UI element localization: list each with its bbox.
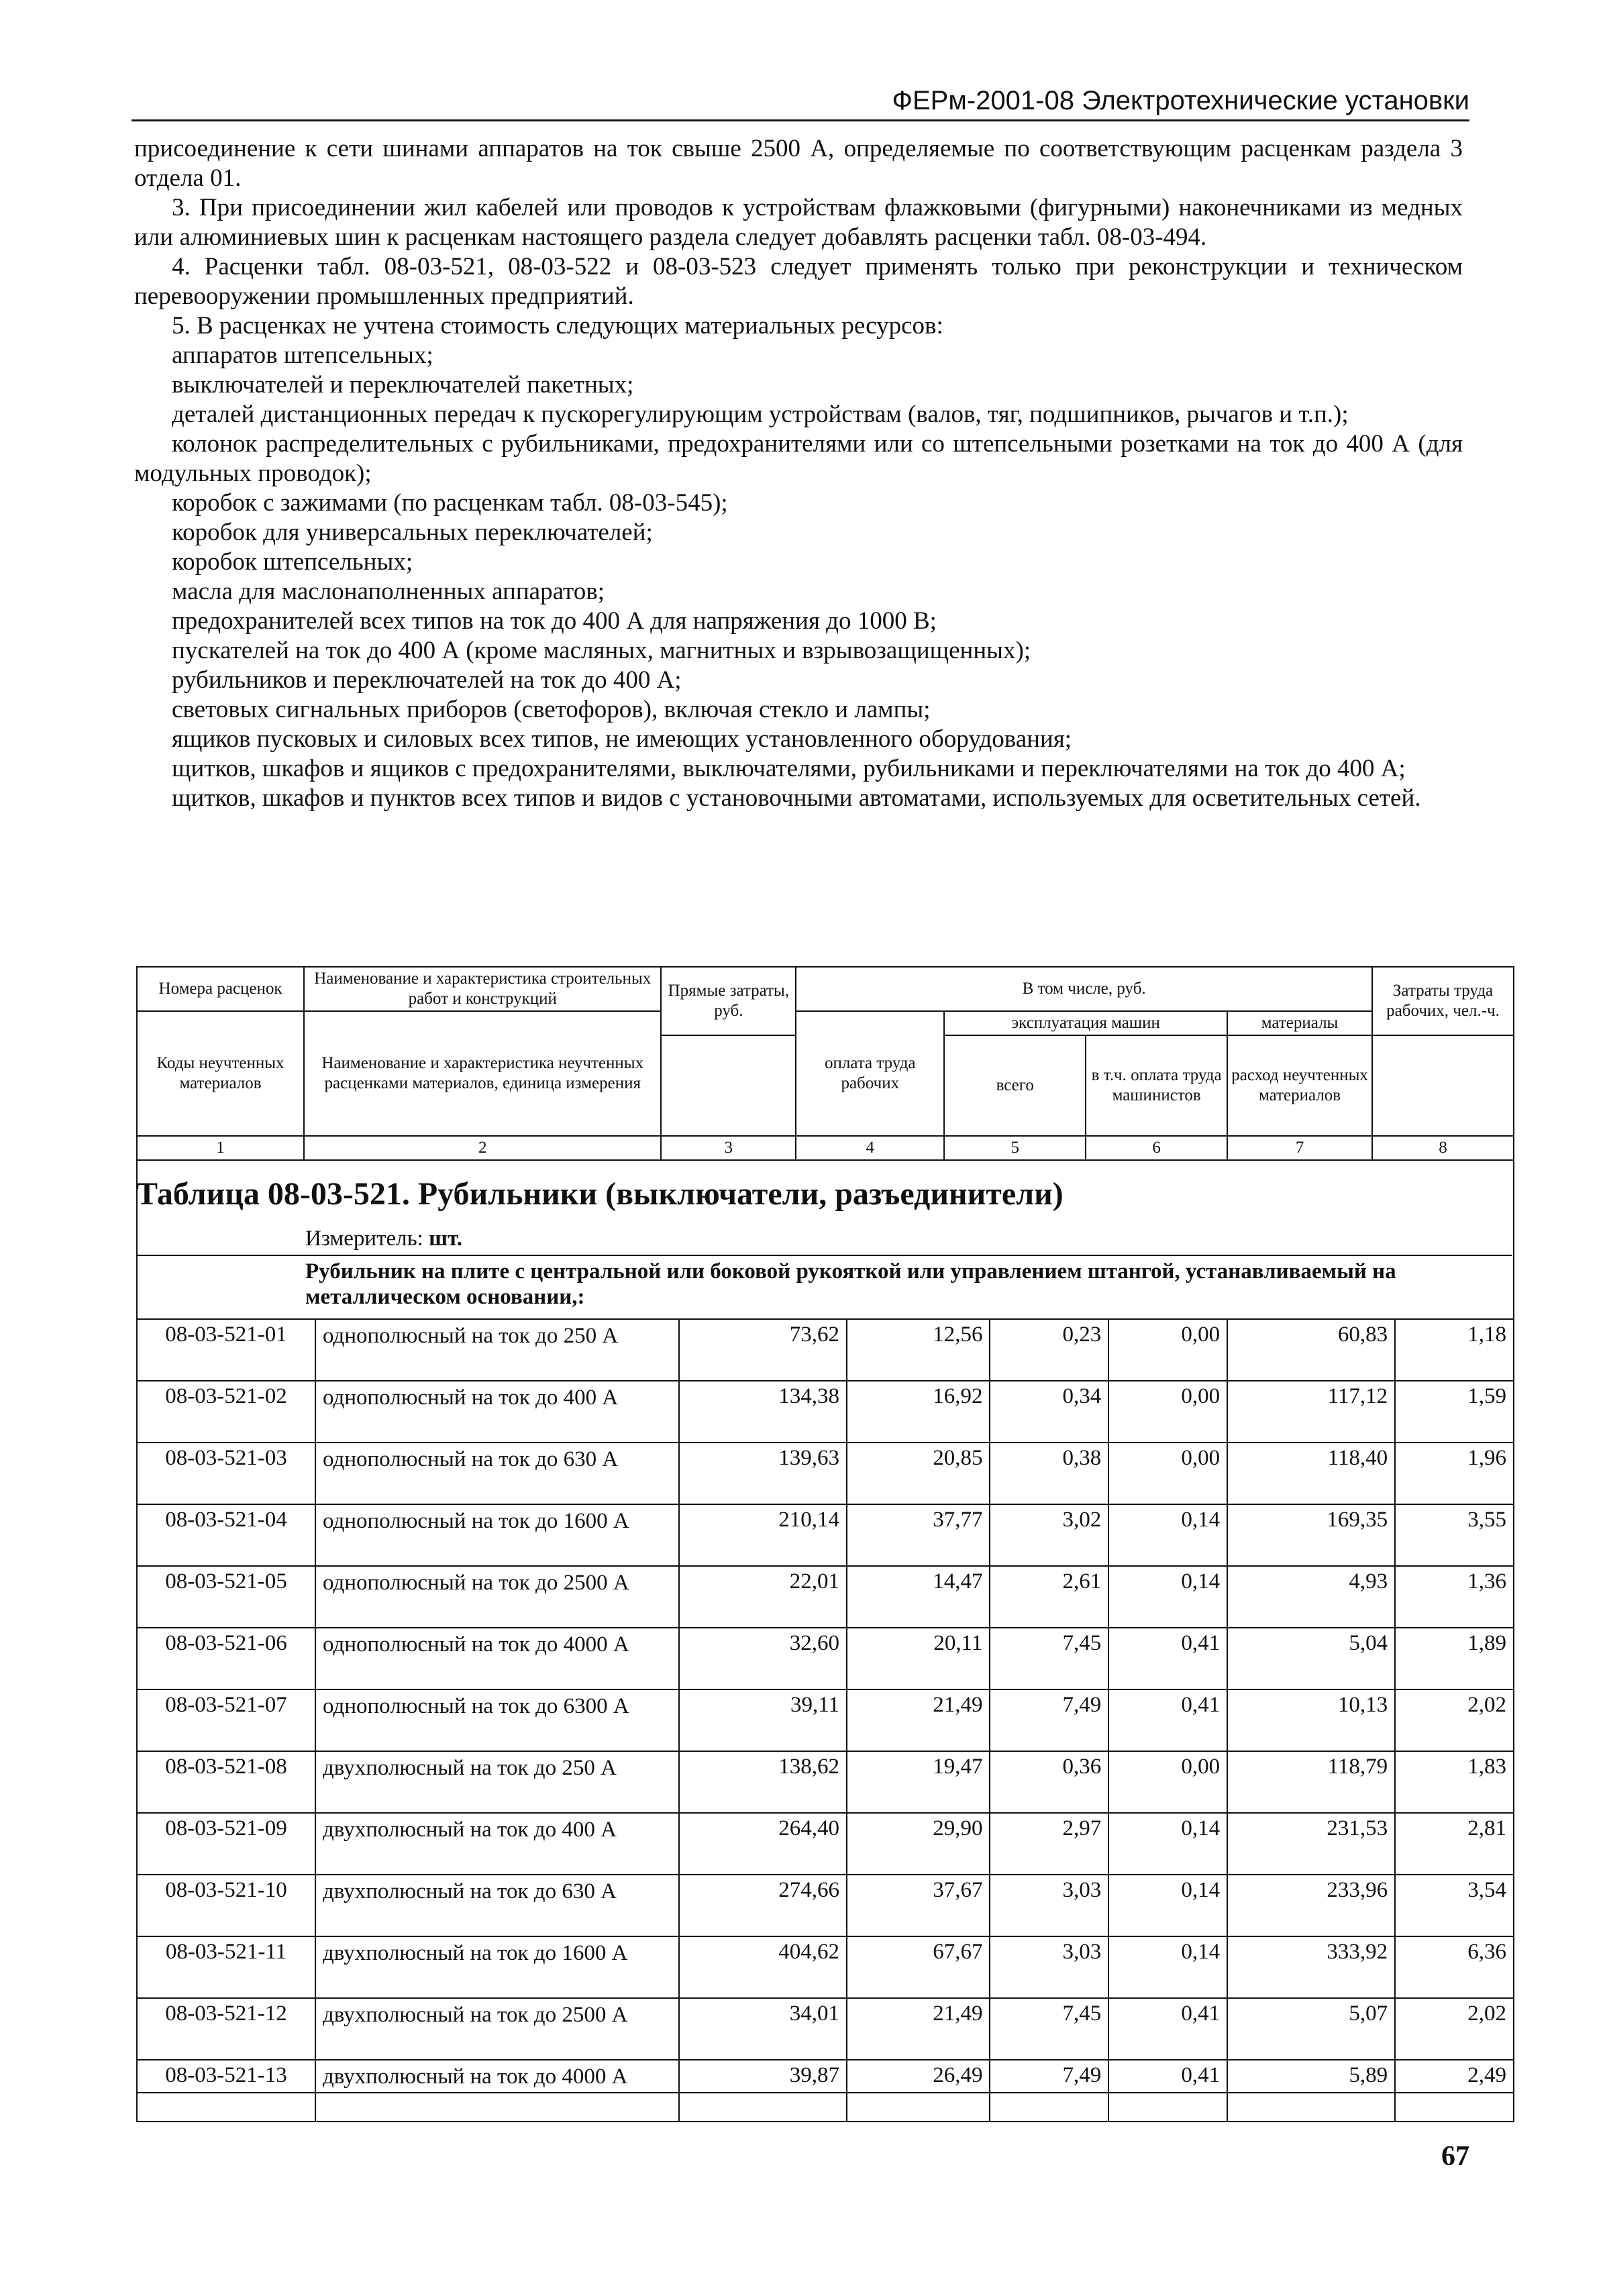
machines-total: 7,45: [990, 1628, 1108, 1689]
labor-hours: 1,96: [1395, 1443, 1514, 1504]
direct-costs: 264,40: [679, 1813, 847, 1875]
labor-pay: 37,67: [847, 1875, 990, 1936]
machinists-pay: 0,00: [1108, 1443, 1227, 1504]
row-code: 08-03-521-06: [137, 1628, 315, 1689]
labor-hours: 2,81: [1395, 1813, 1514, 1875]
paragraph: 4. Расценки табл. 08-03-521, 08-03-522 и 08-03-523 следует применять только при реконструкции и техническом перевооружении промышленных предприятий.: [134, 253, 1463, 310]
row-name: двухполюсный на ток до 630 А: [315, 1875, 679, 1936]
machinists-pay: 0,41: [1108, 1689, 1227, 1751]
machinists-pay: 0,00: [1108, 1751, 1227, 1813]
machines-total: 3,03: [990, 1936, 1108, 1998]
table-row: [137, 1319, 1514, 1381]
labor-pay: 21,49: [847, 1689, 990, 1751]
labor-pay: 29,90: [847, 1813, 990, 1875]
machines-total: 2,97: [990, 1813, 1108, 1875]
table-title: Таблица 08-03-521. Рубильники (выключатели, разъединители): [136, 1176, 1064, 1212]
rates-table: [136, 1318, 1514, 2122]
list-item: колонок распределительных с рубильниками, предохранителями или со штепсельными розетками на ток до 400 А (для модульных проводок);: [134, 430, 1463, 487]
row-code: 08-03-521-10: [137, 1875, 315, 1936]
col5-header: всего: [944, 1035, 1086, 1136]
labor-hours: 2,49: [1395, 2060, 1514, 2122]
machinists-pay: 0,14: [1108, 1875, 1227, 1936]
materials-cost: 10,13: [1227, 1689, 1395, 1751]
labor-pay: 19,47: [847, 1751, 990, 1813]
machinists-pay: 0,41: [1108, 1628, 1227, 1689]
table-row: [137, 1381, 1514, 1443]
labor-hours: 3,54: [1395, 1875, 1514, 1936]
col-number: 6: [1086, 1136, 1227, 1160]
col4-header: оплата труда рабочих: [796, 1011, 944, 1136]
materials-cost: 118,79: [1227, 1751, 1395, 1813]
col7-header: расход неучтенных материалов: [1227, 1035, 1372, 1136]
table-header: [136, 966, 1514, 1161]
list-item: пускателей на ток до 400 А (кроме масляных, магнитных и взрывозащищенных);: [172, 637, 1031, 664]
row-name: двухполюсный на ток до 4000 А: [315, 2060, 679, 2122]
col3-cont: [661, 1035, 796, 1136]
col3-header: Прямые затраты, руб.: [661, 967, 796, 1035]
row-name: двухполюсный на ток до 400 А: [315, 1813, 679, 1875]
machinists-pay: 0,14: [1108, 1813, 1227, 1875]
machines-total: 0,34: [990, 1381, 1108, 1443]
table-row: [137, 1566, 1514, 1628]
row-code: 08-03-521-04: [137, 1504, 315, 1566]
section-title: Рубильник на плите с центральной или боковой рукояткой или управлением штангой, устанавливаемый на металлическом основании,:: [305, 1259, 1396, 1309]
machinists-pay: 0,14: [1108, 1936, 1227, 1998]
direct-costs: 34,01: [679, 1998, 847, 2060]
table-row: [137, 1443, 1514, 1504]
table-row: [137, 1936, 1514, 1998]
materials-cost: 231,53: [1227, 1813, 1395, 1875]
materials-cost: 333,92: [1227, 1936, 1395, 1998]
materials-cost: 117,12: [1227, 1381, 1395, 1443]
row-name: однополюсный на ток до 630 А: [315, 1443, 679, 1504]
machines-total: 0,38: [990, 1443, 1108, 1504]
labor-pay: 20,11: [847, 1628, 990, 1689]
list-item: щитков, шкафов и ящиков с предохранителями, выключателями, рубильниками и переключателями на ток до 400 А;: [172, 755, 1406, 782]
machines-total: 3,03: [990, 1875, 1108, 1936]
direct-costs: 210,14: [679, 1504, 847, 1566]
col1-top: Номера расценок: [137, 967, 304, 1011]
table-row: [137, 1689, 1514, 1751]
labor-hours: 3,55: [1395, 1504, 1514, 1566]
direct-costs: 22,01: [679, 1566, 847, 1628]
materials-cost: 169,35: [1227, 1504, 1395, 1566]
col2-bottom: Наименование и характеристика неучтенных расценками материалов, единица измерения: [304, 1011, 661, 1136]
machinists-pay: 0,41: [1108, 1998, 1227, 2060]
col-number: 4: [796, 1136, 944, 1160]
list-item: деталей дистанционных передач к пускорегулирующим устройствам (валов, тяг, подшипников, рычагов и т.п.);: [172, 401, 1349, 428]
direct-costs: 134,38: [679, 1381, 847, 1443]
row-name: однополюсный на ток до 6300 А: [315, 1689, 679, 1751]
table-row: [137, 1875, 1514, 1936]
materials-cost: 5,07: [1227, 1998, 1395, 2060]
row-code: 08-03-521-13: [137, 2060, 315, 2122]
list-item: выключателей и переключателей пакетных;: [172, 371, 634, 399]
machinists-pay: 0,14: [1108, 1566, 1227, 1628]
row-code: 08-03-521-01: [137, 1319, 315, 1381]
col1-bottom: Коды неучтенных материалов: [137, 1011, 304, 1136]
row-name: двухполюсный на ток до 1600 А: [315, 1936, 679, 1998]
machines-total: 7,45: [990, 1998, 1108, 2060]
paragraph: 3. При присоединении жил кабелей или проводов к устройствам флажковыми (фигурными) наконечниками из медных или алюминиевых шин к расценкам настоящего раздела следует добавлять расценки табл. 08-03-494.: [134, 194, 1463, 251]
machines-total: 7,49: [990, 2060, 1108, 2122]
list-item: коробок штепсельных;: [172, 548, 413, 576]
direct-costs: 138,62: [679, 1751, 847, 1813]
row-name: однополюсный на ток до 1600 А: [315, 1504, 679, 1566]
table-row: [137, 1751, 1514, 1813]
labor-pay: 21,49: [847, 1998, 990, 2060]
labor-pay: 26,49: [847, 2060, 990, 2122]
col6-header: в т.ч. оплата труда машинистов: [1086, 1035, 1227, 1136]
table-row: [137, 1813, 1514, 1875]
machines-total: 2,61: [990, 1566, 1108, 1628]
labor-pay: 37,77: [847, 1504, 990, 1566]
list-item: масла для маслонаполненных аппаратов;: [172, 578, 605, 605]
materials-cost: 4,93: [1227, 1566, 1395, 1628]
machines-total: 7,49: [990, 1689, 1108, 1751]
list-item: ящиков пусковых и силовых всех типов, не имеющих установленного оборудования;: [172, 725, 1072, 753]
list-item: щитков, шкафов и пунктов всех типов и видов с установочными автоматами, используемых для осветительных сетей.: [172, 784, 1421, 812]
row-code: 08-03-521-03: [137, 1443, 315, 1504]
materials-cost: 5,89: [1227, 2060, 1395, 2122]
col2-top: Наименование и характеристика строительных работ и конструкций: [304, 967, 661, 1011]
machinists-pay: 0,14: [1108, 1504, 1227, 1566]
paragraph: 5. В расценках не учтена стоимость следующих материальных ресурсов:: [172, 312, 943, 340]
machines-header: эксплуатация машин: [944, 1011, 1227, 1035]
machinists-pay: 0,41: [1108, 2060, 1227, 2122]
divider: [136, 1255, 1512, 1256]
materials-cost: 5,04: [1227, 1628, 1395, 1689]
direct-costs: 39,11: [679, 1689, 847, 1751]
materials-cost: 60,83: [1227, 1319, 1395, 1381]
row-code: 08-03-521-08: [137, 1751, 315, 1813]
table-row: [137, 1998, 1514, 2060]
col-number: 8: [1372, 1136, 1514, 1160]
paragraph: присоединение к сети шинами аппаратов на ток свыше 2500 А, определяемые по соответствующим расценкам раздела 3 отдела 01.: [134, 135, 1463, 192]
col-number: 3: [661, 1136, 796, 1160]
row-name: однополюсный на ток до 2500 А: [315, 1566, 679, 1628]
labor-hours: 1,36: [1395, 1566, 1514, 1628]
labor-pay: 16,92: [847, 1381, 990, 1443]
measure: [305, 1227, 462, 1251]
direct-costs: 73,62: [679, 1319, 847, 1381]
labor-hours: 1,89: [1395, 1628, 1514, 1689]
machines-total: 0,36: [990, 1751, 1108, 1813]
measure-value: шт.: [429, 1227, 462, 1251]
machines-total: 0,23: [990, 1319, 1108, 1381]
labor-hours: 1,18: [1395, 1319, 1514, 1381]
machinists-pay: 0,00: [1108, 1319, 1227, 1381]
labor-hours: 2,02: [1395, 1998, 1514, 2060]
body-text: [134, 134, 1463, 813]
list-item: коробок для универсальных переключателей;: [172, 519, 653, 546]
direct-costs: 404,62: [679, 1936, 847, 1998]
list-item: аппаратов штепсельных;: [172, 342, 433, 369]
direct-costs: 274,66: [679, 1875, 847, 1936]
row-code: 08-03-521-02: [137, 1381, 315, 1443]
machinists-pay: 0,00: [1108, 1381, 1227, 1443]
col8-cont: [1372, 1035, 1514, 1136]
table-row: [137, 1504, 1514, 1566]
materials-header: материалы: [1227, 1011, 1372, 1035]
table-row: [137, 2060, 1514, 2122]
col-number: 5: [944, 1136, 1086, 1160]
direct-costs: 139,63: [679, 1443, 847, 1504]
page-number: 67: [1441, 2141, 1469, 2172]
labor-hours: 6,36: [1395, 1936, 1514, 1998]
materials-cost: 233,96: [1227, 1875, 1395, 1936]
labor-hours: 2,02: [1395, 1689, 1514, 1751]
page-header: [132, 81, 1469, 121]
list-item: предохранителей всех типов на ток до 400 А для напряжения до 1000 В;: [172, 607, 937, 635]
row-code: 08-03-521-12: [137, 1998, 315, 2060]
measure-label: Измеритель:: [305, 1227, 423, 1251]
row-name: однополюсный на ток до 400 А: [315, 1381, 679, 1443]
col-number: 7: [1227, 1136, 1372, 1160]
row-name: двухполюсный на ток до 250 А: [315, 1751, 679, 1813]
direct-costs: 39,87: [679, 2060, 847, 2122]
row-name: двухполюсный на ток до 2500 А: [315, 1998, 679, 2060]
labor-pay: 12,56: [847, 1319, 990, 1381]
labor-pay: 20,85: [847, 1443, 990, 1504]
row-code: 08-03-521-09: [137, 1813, 315, 1875]
labor-hours: 1,59: [1395, 1381, 1514, 1443]
row-code: 08-03-521-07: [137, 1689, 315, 1751]
row-name: однополюсный на ток до 250 А: [315, 1319, 679, 1381]
list-item: коробок с зажимами (по расценкам табл. 08-03-545);: [172, 489, 728, 517]
col-number: 1: [137, 1136, 304, 1160]
header-title: ФЕРм-2001-08 Электротехнические установки: [892, 86, 1469, 115]
labor-pay: 14,47: [847, 1566, 990, 1628]
materials-cost: 118,40: [1227, 1443, 1395, 1504]
row-name: однополюсный на ток до 4000 А: [315, 1628, 679, 1689]
list-item: световых сигнальных приборов (светофоров), включая стекло и лампы;: [172, 696, 931, 723]
col8-header: Затраты труда рабочих, чел.-ч.: [1372, 967, 1514, 1035]
list-item: рубильников и переключателей на ток до 400 А;: [172, 666, 682, 694]
labor-hours: 1,83: [1395, 1751, 1514, 1813]
table-row: [137, 1628, 1514, 1689]
row-code: 08-03-521-05: [137, 1566, 315, 1628]
row-code: 08-03-521-11: [137, 1936, 315, 1998]
direct-costs: 32,60: [679, 1628, 847, 1689]
machines-total: 3,02: [990, 1504, 1108, 1566]
incl-header: В том числе, руб.: [796, 967, 1372, 1011]
col-number: 2: [304, 1136, 661, 1160]
labor-pay: 67,67: [847, 1936, 990, 1998]
